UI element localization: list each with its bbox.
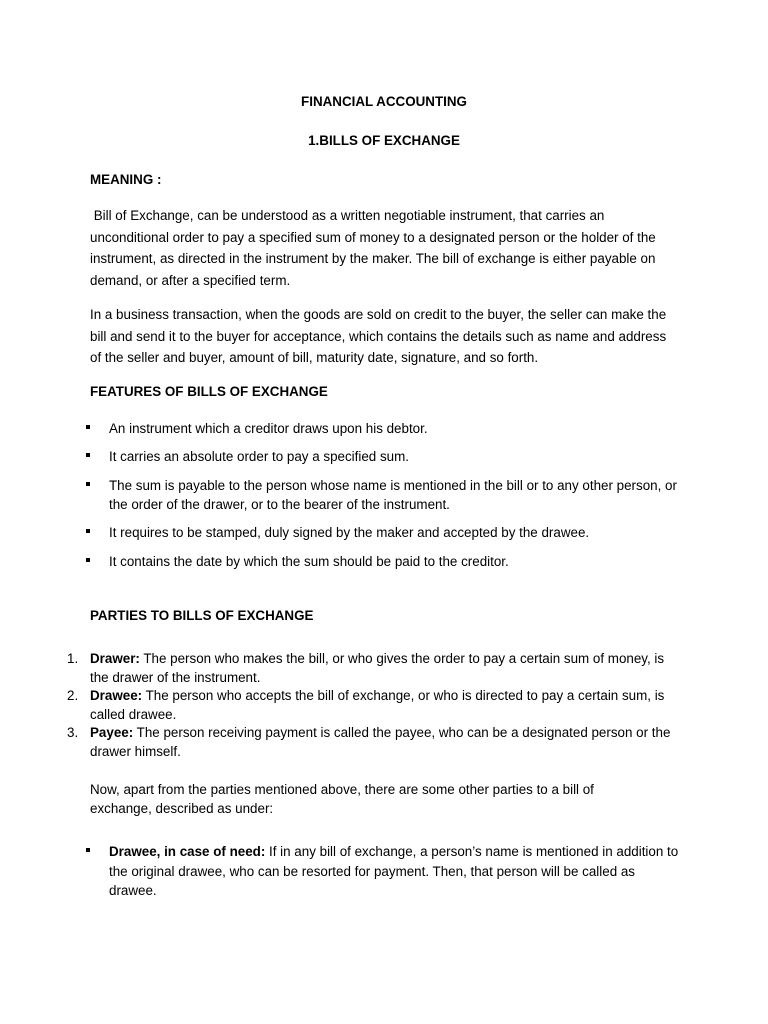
feature-text: The sum is payable to the person whose name is mentioned in the bill or to any other person, or the order of the drawer, or to the bearer of the instrument.	[109, 478, 677, 513]
meaning-heading: MEANING :	[90, 172, 162, 187]
features-heading: FEATURES OF BILLS OF EXCHANGE	[90, 384, 328, 399]
bullet-icon	[86, 848, 90, 852]
party-item	[67, 687, 680, 724]
feature-item	[109, 419, 684, 438]
parties-heading: PARTIES TO BILLS OF EXCHANGE	[90, 608, 314, 623]
party-term: Drawer:	[90, 651, 140, 666]
meaning-paragraph-1: Bill of Exchange, can be understood as a written negotiable instrument, that carries an unconditional order to pay a specified sum of money to a designated person or the holder of the instrument, as directed in the instrument by the maker. The bill of exchange is either payable on demand, or after a specified term.	[90, 208, 660, 289]
bullet-icon	[86, 558, 90, 562]
feature-item	[109, 476, 684, 515]
party-text: The person who accepts the bill of exchange, or who is directed to pay a certain sum, is called drawee.	[90, 688, 665, 722]
party-item	[67, 650, 680, 687]
party-term: Payee:	[90, 725, 134, 740]
list-number: 1.	[67, 651, 79, 666]
other-party-item	[109, 842, 684, 901]
other-party-text: If in any bill of exchange, a person’s name is mentioned in addition to the original drawee, who can be resorted for payment. Then, that person will be called as drawee.	[109, 844, 679, 898]
document-title: FINANCIAL ACCOUNTING	[301, 94, 467, 109]
bullet-icon	[86, 453, 90, 457]
bullet-icon	[86, 529, 90, 533]
party-text: The person who makes the bill, or who gives the order to pay a certain sum of money, is the drawer of the instrument.	[90, 651, 665, 685]
feature-text: It contains the date by which the sum should be paid to the creditor.	[109, 554, 509, 569]
document-subtitle: 1.BILLS OF EXCHANGE	[308, 133, 460, 148]
list-number: 3.	[67, 725, 79, 740]
other-party-term: Drawee, in case of need:	[109, 844, 266, 859]
feature-text: It carries an absolute order to pay a specified sum.	[109, 449, 409, 464]
bullet-icon	[86, 482, 90, 486]
feature-text: An instrument which a creditor draws upon his debtor.	[109, 421, 428, 436]
party-item	[67, 724, 680, 761]
bullet-icon	[86, 425, 90, 429]
party-term: Drawee:	[90, 688, 143, 703]
list-number: 2.	[67, 688, 79, 703]
feature-item	[109, 447, 684, 466]
feature-text: It requires to be stamped, duly signed by the maker and accepted by the drawee.	[109, 525, 590, 540]
meaning-paragraph-2: In a business transaction, when the goods are sold on credit to the buyer, the seller can make the bill and send it to the buyer for acceptance, which contains the details such as name and address of the seller and buyer, amount of bill, maturity date, signature, and so forth.	[90, 307, 667, 366]
party-text: The person receiving payment is called the payee, who can be a designated person or the drawer himself.	[90, 725, 671, 759]
other-parties-intro: Now, apart from the parties mentioned above, there are some other parties to a bill of exchange, described as under:	[90, 782, 594, 816]
feature-item	[109, 552, 684, 571]
feature-item	[109, 523, 684, 542]
